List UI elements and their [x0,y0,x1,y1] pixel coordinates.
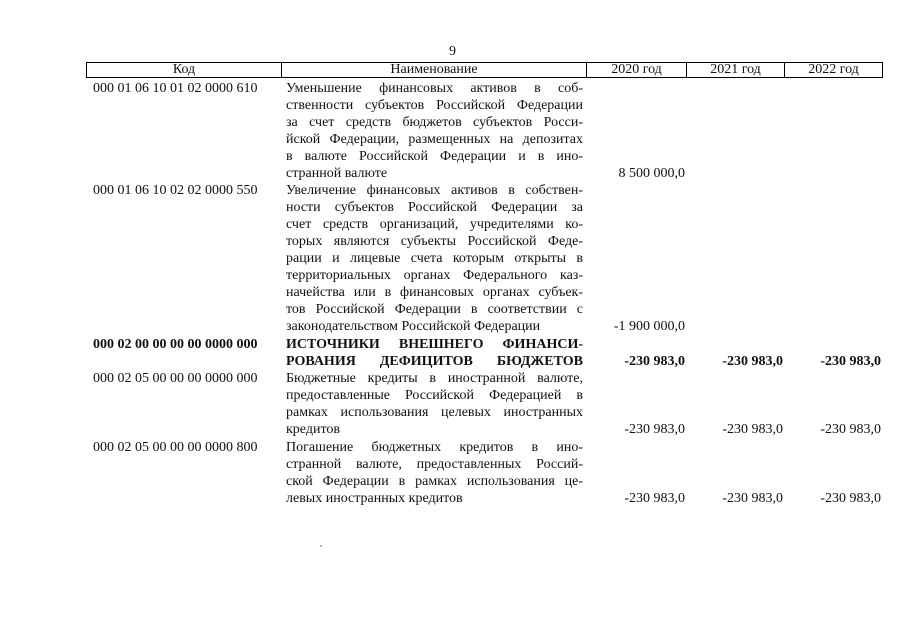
row-5-2020: -230 983,0 [624,491,685,506]
scan-speck [320,545,322,547]
row-4-2021: -230 983,0 [722,422,783,437]
row-2-2020: -1 900 000,0 [613,319,685,334]
row-3-name: ИСТОЧНИКИ ВНЕШНЕГО ФИНАНСИ- РОВАНИЯ ДЕФИЦИТОВ БЮДЖЕТОВ [286,337,583,369]
page-number: 9 [449,44,456,59]
header-2022: 2022 год [784,62,883,78]
row-5-code: 000 02 05 00 00 00 0000 800 [93,440,258,455]
row-5-2022: -230 983,0 [820,491,881,506]
row-1-code: 000 01 06 10 01 02 0000 610 [93,81,258,96]
row-2-code: 000 01 06 10 02 02 0000 550 [93,183,258,198]
row-4-code: 000 02 05 00 00 00 0000 000 [93,371,258,386]
header-2020: 2020 год [586,62,687,78]
header-code: Код [86,62,282,78]
row-3-2021: -230 983,0 [722,354,783,369]
row-2-name: Увеличение финансовых активов в собствен- ности субъектов Российской Федерации за счет средств организаций, учредителями ко- торых являются субъекты Российской Феде- рации и лицевые счета которым открыты в территориальных органах Федерального каз- начейства или в финансовых органах субъек- тов Российской Федерации в соответствии с законодательством Российской Федерации [286,183,583,334]
row-4-2020: -230 983,0 [624,422,685,437]
row-3-2022: -230 983,0 [820,354,881,369]
header-2021: 2021 год [686,62,785,78]
row-4-name: Бюджетные кредиты в иностранной валюте, предоставленные Российской Федерацией в рамках использования целевых иностранных кредитов [286,371,583,437]
row-1-name: Уменьшение финансовых активов в соб- ственности субъектов Российской Федерации за счет средств бюджетов субъектов Росси- йской Федерации, размещенных на депозитах в валюте Российской Федерации и в ино- странной валюте [286,81,583,181]
row-4-2022: -230 983,0 [820,422,881,437]
row-5-name: Погашение бюджетных кредитов в ино- странной валюте, предоставленных Россий- ской Федерации в рамках использования це- левых иностранных кредитов [286,440,583,506]
row-3-code: 000 02 00 00 00 00 0000 000 [93,337,258,352]
header-name: Наименование [281,62,587,78]
row-5-2021: -230 983,0 [722,491,783,506]
row-1-2020: 8 500 000,0 [618,166,685,181]
row-3-2020: -230 983,0 [624,354,685,369]
